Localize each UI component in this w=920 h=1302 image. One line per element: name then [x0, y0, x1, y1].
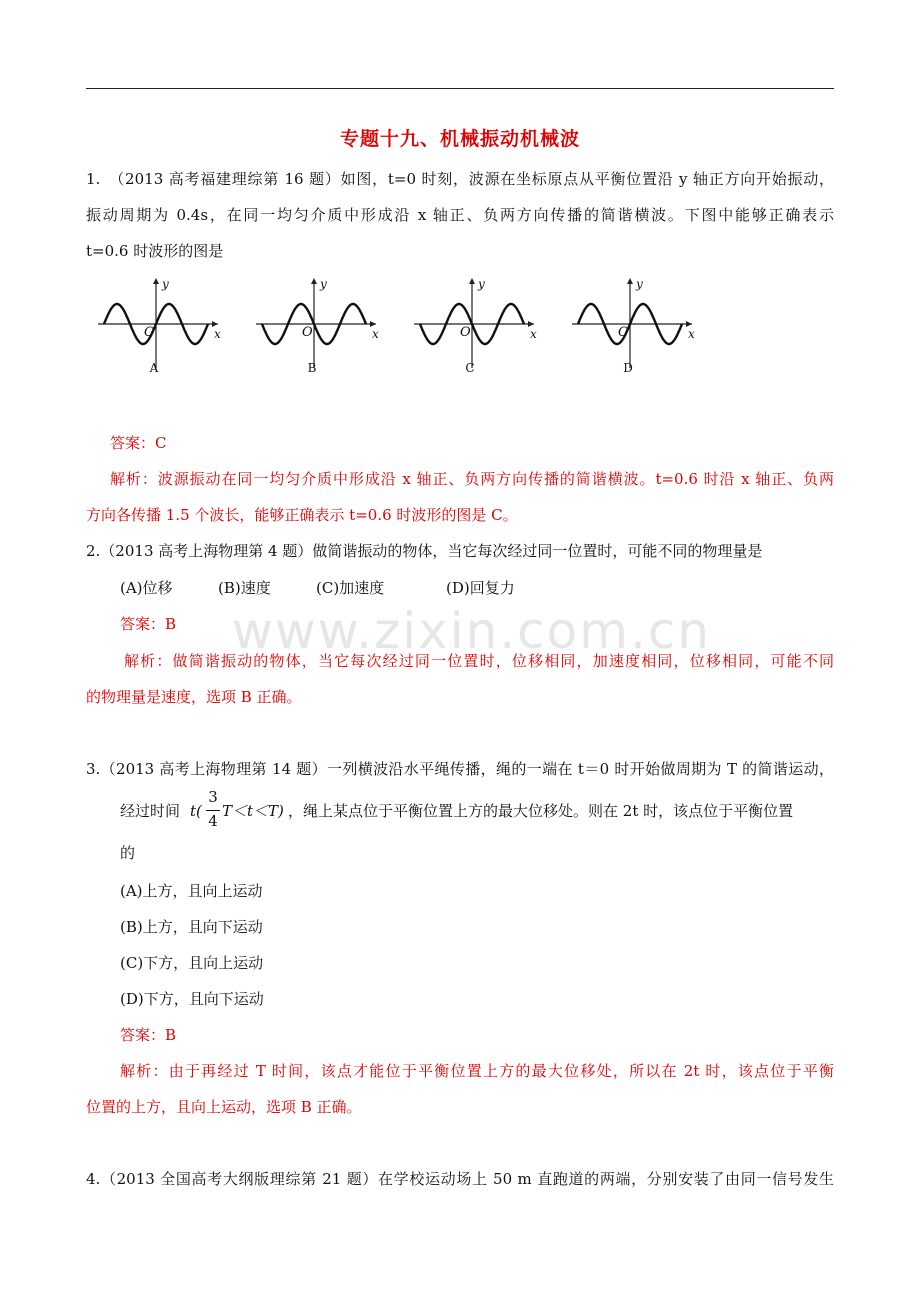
x-axis-label: x [530, 327, 537, 341]
q3-option-d: (D)下方，且向下运动 [120, 990, 264, 1008]
panel-label: C [465, 361, 475, 375]
origin-label: O [618, 325, 629, 340]
q3-time-range: T＜t＜T) [222, 802, 284, 820]
q1-answer: 答案：C [110, 434, 167, 452]
q3-line-1: 3.（2013 高考上海物理第 14 题）一列横波沿水平绳传播，绳的一端在 t＝0 时开始做周期为 T 的简谐运动， [86, 760, 834, 778]
x-axis-label: x [688, 327, 695, 341]
q2-option-b: (B)速度 [218, 579, 271, 597]
wave-panel-a [98, 277, 221, 375]
x-axis-label: x [214, 327, 221, 341]
q3-time-var: t( [190, 802, 202, 820]
wave-panel-d [572, 277, 695, 375]
q4-line-1: 4.（2013 全国高考大纲版理综第 21 题）在学校运动场上 50 m 直跑道的两端，分别安装了由同一信号发生 [86, 1170, 834, 1188]
x-axis-label: x [372, 327, 379, 341]
origin-label: O [460, 325, 471, 340]
y-axis-label: y [478, 277, 485, 291]
q1-analysis-line-1: 解析：波源振动在同一均匀介质中形成沿 x 轴正、负两方向传播的简谐横波。t=0.6 时沿 x 轴正、负两 [110, 470, 834, 488]
q3-line-2-lead: 经过时间 [120, 802, 181, 820]
q3-line-2-rest: ，绳上某点位于平衡位置上方的最大位移处。则在 2t 时，该点位于平衡位置 [288, 802, 794, 820]
y-axis-arrow [153, 278, 159, 284]
q3-analysis-line-2: 位置的上方，且向上运动，选项 B 正确。 [86, 1098, 362, 1116]
wave-panel-c [414, 277, 537, 375]
y-axis-label: y [320, 277, 327, 291]
q2-option-c: (C)加速度 [316, 579, 385, 597]
q3-answer: 答案：B [120, 1026, 177, 1044]
origin-label: O [144, 325, 155, 340]
q1-line-2: 振动周期为 0.4s，在同一均匀介质中形成沿 x 轴正、负两方向传播的简谐横波。下图中能够正确表示 [86, 206, 834, 224]
q1-line-1: 1. （2013 高考福建理综第 16 题）如图，t=0 时刻，波源在坐标原点从平衡位置沿 y 轴正方向开始振动， [86, 170, 834, 188]
q2-answer: 答案：B [120, 615, 177, 633]
q1-wave-figure [96, 272, 716, 382]
wave-panel-b [256, 277, 379, 375]
y-axis-label: y [636, 277, 643, 291]
watermark: www.zixin.com.cn [232, 602, 712, 660]
header-rule [86, 88, 834, 89]
q3-option-b: (B)上方，且向下运动 [120, 918, 263, 936]
y-axis-arrow [627, 278, 633, 284]
y-axis-label: y [162, 277, 169, 291]
q1-analysis-line-2: 方向各传播 1.5 个波长，能够正确表示 t=0.6 时波形的图是 C。 [86, 506, 518, 524]
origin-label: O [302, 325, 313, 340]
q2-option-a: (A)位移 [120, 579, 173, 597]
q3-option-c: (C)下方，且向上运动 [120, 954, 264, 972]
q1-line-3: t=0.6 时波形的图是 [86, 242, 224, 260]
panel-label: B [307, 361, 317, 375]
panel-label: A [149, 361, 159, 375]
y-axis-arrow [311, 278, 317, 284]
q2-analysis-line-2: 的物理量是速度，选项 B 正确。 [86, 688, 302, 706]
q2-option-d: (D)回复力 [446, 579, 515, 597]
q3-option-a: (A)上方，且向上运动 [120, 882, 263, 900]
page-title: 专题十九、机械振动机械波 [339, 128, 580, 150]
panel-label: D [623, 361, 633, 375]
y-axis-arrow [469, 278, 475, 284]
q3-analysis-line-1: 解析：由于再经过 T 时间，该点才能位于平衡位置上方的最大位移处，所以在 2t 时，该点位于平衡 [120, 1062, 834, 1080]
q2-analysis-line-1: 解析：做简谐振动的物体，当它每次经过同一位置时，位移相同，加速度相同，位移相同，可能不同 [124, 652, 834, 670]
q3-fraction-bar [206, 810, 220, 811]
q2-line-1: 2.（2013 高考上海物理第 4 题）做简谐振动的物体，当它每次经过同一位置时，可能不同的物理量是 [86, 542, 763, 560]
q3-line-3: 的 [120, 844, 136, 862]
q3-fraction-denominator: 4 [208, 812, 218, 830]
q3-fraction-numerator: 3 [208, 788, 218, 806]
